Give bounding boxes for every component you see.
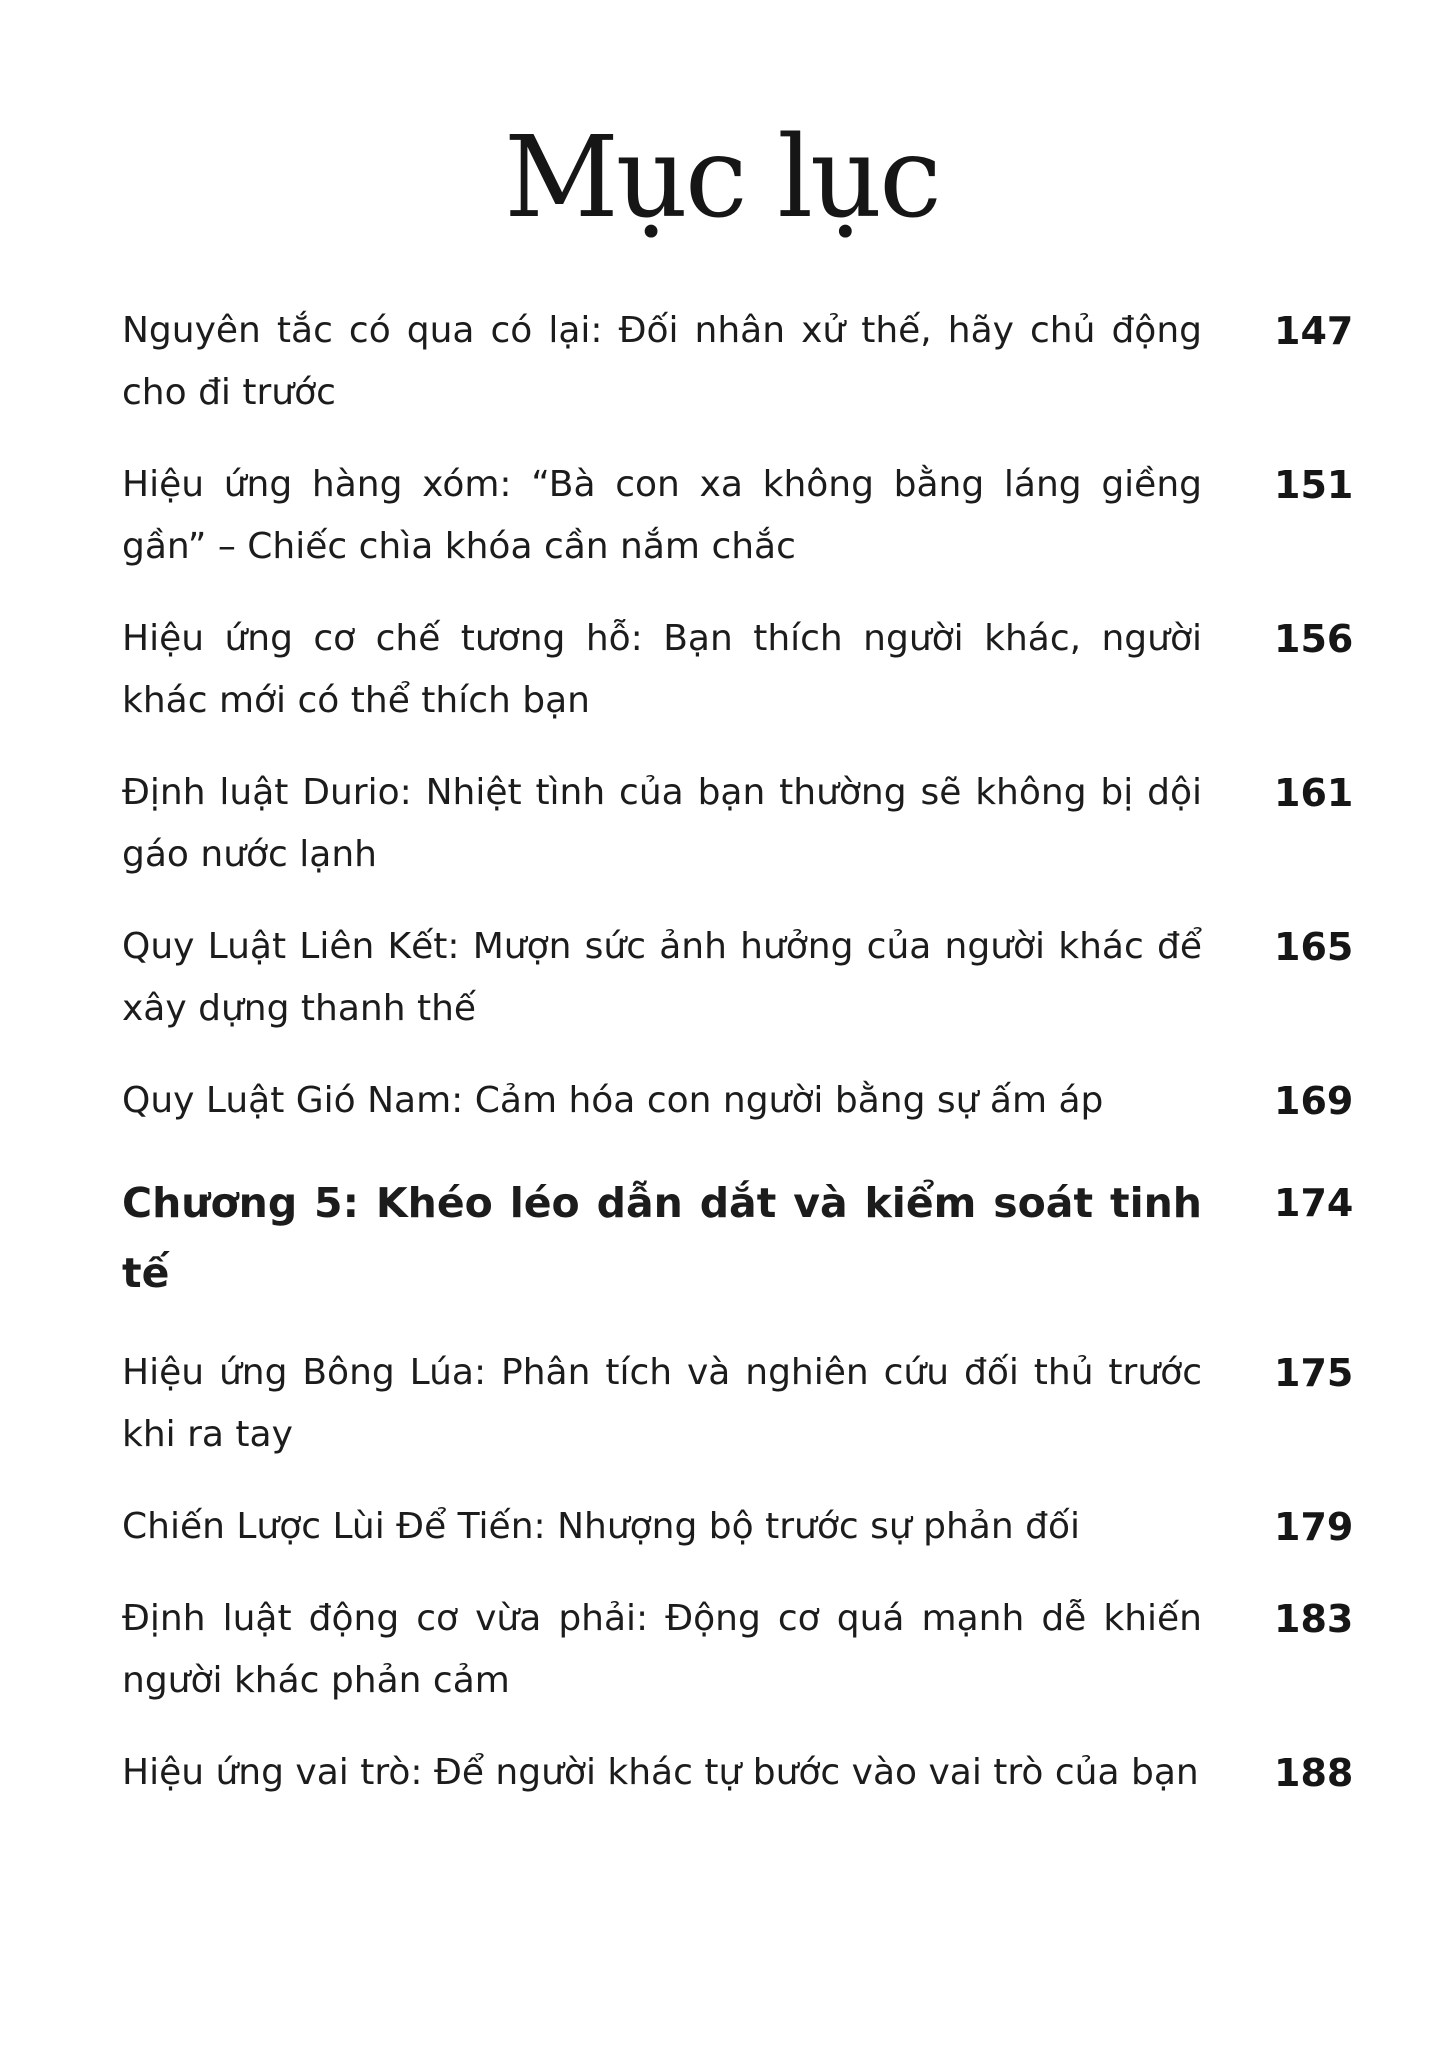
toc-entry[interactable] [122,454,1354,578]
toc-entry-title: Hiệu ứng hàng xóm: “Bà con xa không bằng láng giềng gần” – Chiếc chìa khóa cần nắm chắc [122,464,1202,567]
toc-entry[interactable] [122,1742,1354,1804]
toc-entry-page: 147 [1274,309,1354,353]
toc-entry-page: 161 [1274,771,1354,815]
toc-entry-title: Hiệu ứng Bông Lúa: Phân tích và nghiên cứu đối thủ trước khi ra tay [122,1352,1202,1455]
toc-entry-title: Quy Luật Liên Kết: Mượn sức ảnh hưởng của người khác để xây dựng thanh thế [122,926,1202,1029]
toc-chapter-page: 174 [1274,1181,1354,1225]
toc-entry[interactable] [122,1496,1354,1558]
table-of-contents [122,300,1354,1834]
toc-entry[interactable] [122,916,1354,1040]
toc-entry-page: 188 [1274,1751,1354,1795]
toc-entry-title: Định luật động cơ vừa phải: Động cơ quá mạnh dễ khiến người khác phản cảm [122,1598,1202,1701]
toc-entry-title: Hiệu ứng vai trò: Để người khác tự bước vào vai trò của bạn [122,1752,1199,1793]
toc-entry-title: Nguyên tắc có qua có lại: Đối nhân xử thế, hãy chủ động cho đi trước [122,310,1202,413]
toc-entry-title: Định luật Durio: Nhiệt tình của bạn thường sẽ không bị dội gáo nước lạnh [122,772,1202,875]
toc-chapter-heading[interactable] [122,1162,1354,1308]
toc-entry-page: 156 [1274,617,1354,661]
toc-entry[interactable] [122,1070,1354,1132]
toc-entry-title: Chiến Lược Lùi Để Tiến: Nhượng bộ trước sự phản đối [122,1506,1080,1547]
toc-entry-page: 151 [1274,463,1354,507]
toc-entry[interactable] [122,1588,1354,1712]
toc-chapter-title: Chương 5: Khéo léo dẫn dắt và kiểm soát tinh tế [122,1179,1202,1297]
toc-entry-page: 175 [1274,1351,1354,1395]
toc-entry[interactable] [122,762,1354,886]
toc-entry-title: Quy Luật Gió Nam: Cảm hóa con người bằng sự ấm áp [122,1080,1104,1121]
toc-entry[interactable] [122,1342,1354,1466]
page-title: Mục lục [504,113,939,243]
toc-entry[interactable] [122,300,1354,424]
toc-entry-page: 169 [1274,1079,1354,1123]
toc-entry[interactable] [122,608,1354,732]
toc-entry-page: 165 [1274,925,1354,969]
toc-entry-page: 183 [1274,1597,1354,1641]
toc-entry-page: 179 [1274,1505,1354,1549]
toc-entry-title: Hiệu ứng cơ chế tương hỗ: Bạn thích người khác, người khác mới có thể thích bạn [122,618,1202,721]
